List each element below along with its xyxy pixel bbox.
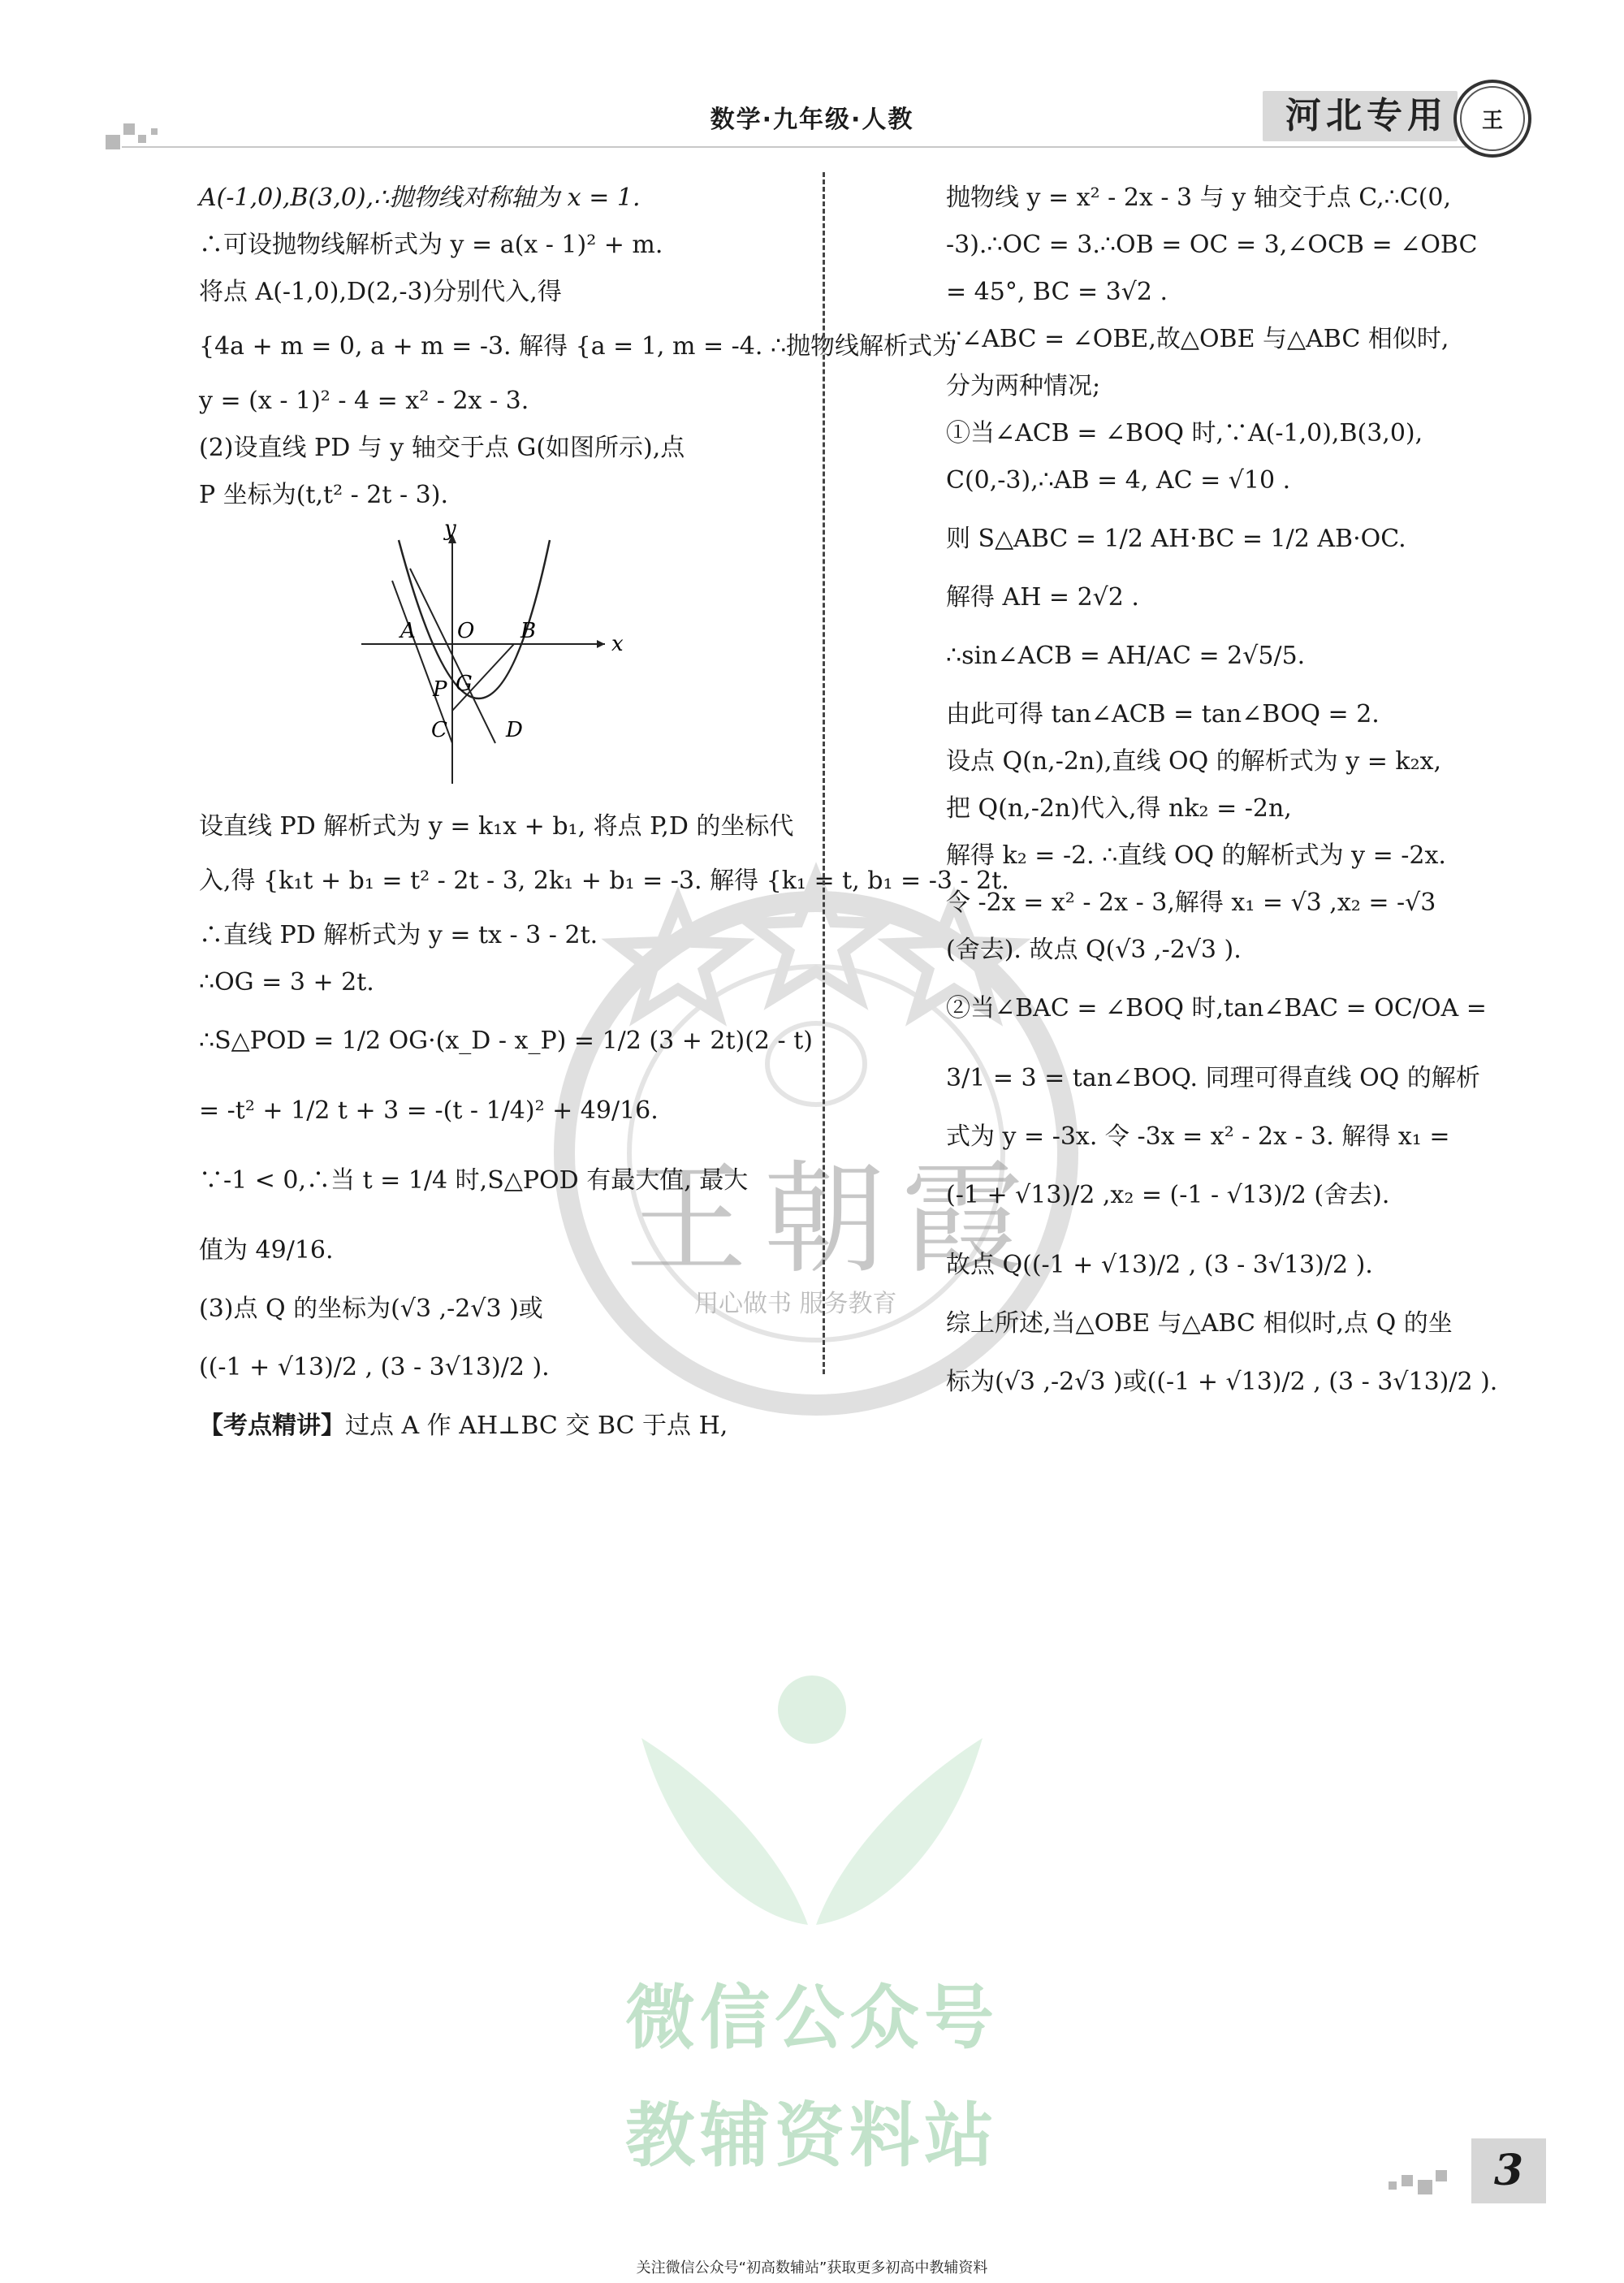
formula-line: ((-1 + √13)/2 , (3 - 3√13)/2 ). [199, 1353, 550, 1381]
text-line: ∴OG = 3 + 2t. [199, 968, 374, 997]
key-point-line [199, 1403, 804, 1450]
page-number: 3 [1471, 2138, 1546, 2203]
text-line: 解得 AH = 2√2 . [946, 583, 1139, 612]
region-tab: 河北专用 [1263, 91, 1458, 141]
text-line: (2)设直线 PD 与 y 轴交于点 G(如图所示),点 [199, 434, 685, 462]
text-line: 分为两种情况; [946, 372, 1101, 400]
formula-line: ∴sin∠ACB = AH/AC = 2√5/5. [946, 642, 1306, 670]
key-point-tag: 【考点精讲】 [199, 1412, 345, 1440]
label-o: O [457, 619, 475, 643]
figure-svg [361, 524, 654, 792]
label-c: C [431, 718, 447, 742]
x-axis-arrow-icon [597, 640, 605, 648]
logo-text: 王 [1460, 86, 1525, 151]
text-line: 综上所述,当△OBE 与△ABC 相似时,点 Q 的坐 [946, 1309, 1453, 1338]
text-line: 式为 y = -3x. 令 -3x = x² - 2x - 3. 解得 x₁ = [946, 1122, 1450, 1151]
label-x: x [611, 632, 624, 656]
parabola-figure [199, 524, 804, 792]
watermark-line-2: 教辅资料站 [625, 2095, 999, 2177]
text-line: -3).∴OC = 3.∴OB = OC = 3,∠OCB = ∠OBC [946, 231, 1478, 259]
text-line: 令 -2x = x² - 2x - 3,解得 x₁ = √3 ,x₂ = -√3 [946, 889, 1436, 917]
equation-system: 入,得 {k₁t + b₁ = t² - 2t - 3, 2k₁ + b₁ = -3. 解得 {k₁ = t, b₁ = -3 - 2t. [199, 867, 1009, 895]
header-rule [122, 146, 1510, 148]
right-column [946, 175, 1551, 1417]
text-line: ∵∠ABC = ∠OBE,故△OBE 与△ABC 相似时, [946, 325, 1449, 353]
label-b: B [520, 619, 537, 643]
label-g: G [456, 672, 473, 696]
formula-line: = -t² + 1/2 t + 3 = -(t - 1/4)² + 49/16. [199, 1096, 659, 1125]
formula-line: ∴S△POD = 1/2 OG·(x_D - x_P) = 1/2 (3 + 2t)(2 - t) [199, 1027, 813, 1055]
text-line: 把 Q(n,-2n)代入,得 nk₂ = -2n, [946, 794, 1292, 823]
formula-line: 故点 Q((-1 + √13)/2 , (3 - 3√13)/2 ). [946, 1251, 1373, 1279]
text-line: (3)点 Q 的坐标为(√3 ,-2√3 )或 [199, 1295, 543, 1323]
label-d: D [506, 718, 523, 742]
text-line: = 45°, BC = 3√2 . [946, 278, 1168, 306]
label-p: P [433, 677, 447, 702]
formula-line: (-1 + √13)/2 ,x₂ = (-1 - √13)/2 (舍去). [946, 1181, 1390, 1209]
page-header-title: 数学·九年级·人教 [710, 106, 914, 134]
watermark-line-1: 微信公众号 [625, 1978, 999, 2059]
formula-line: ②当∠BAC = ∠BOQ 时,tan∠BAC = OC/OA = [946, 994, 1487, 1023]
text-line: 由此可得 tan∠ACB = tan∠BOQ = 2. [946, 700, 1380, 729]
text-line: (舍去). 故点 Q(√3 ,-2√3 ). [946, 936, 1242, 964]
text-line: ∴可设抛物线解析式为 y = a(x - 1)² + m. [199, 231, 663, 259]
formula-line: 标为(√3 ,-2√3 )或((-1 + √13)/2 , (3 - 3√13)/2 ). [946, 1368, 1498, 1396]
text-line: ①当∠ACB = ∠BOQ 时,∵A(-1,0),B(3,0), [946, 419, 1423, 448]
footer-note: 关注微信公众号“初高数辅站”获取更多初高中教辅资料 [636, 2259, 988, 2277]
publisher-logo [1453, 80, 1531, 158]
text-line: 解得 k₂ = -2. ∴直线 OQ 的解析式为 y = -2x. [946, 841, 1446, 870]
text-line: C(0,-3),∴AB = 4, AC = √10 . [946, 466, 1291, 495]
text-line: y = (x - 1)² - 4 = x² - 2x - 3. [199, 387, 529, 415]
key-point-text: 过点 A 作 AH⊥BC 交 BC 于点 H, [345, 1412, 728, 1440]
column-divider [823, 172, 825, 1374]
text-line: 设直线 PD 解析式为 y = k₁x + b₁, 将点 P,D 的坐标代 [199, 812, 794, 841]
text-line: A(-1,0),B(3,0),∴抛物线对称轴为 x = 1. [199, 184, 641, 212]
formula-line: 3/1 = 3 = tan∠BOQ. 同理可得直线 OQ 的解析 [946, 1064, 1480, 1092]
formula-line: 则 S△ABC = 1/2 AH·BC = 1/2 AB·OC. [946, 525, 1406, 553]
seal-watermark-name: 王朝霞 [625, 1149, 1040, 1291]
text-line: ∴直线 PD 解析式为 y = tx - 3 - 2t. [199, 921, 598, 949]
text-line: 设点 Q(n,-2n),直线 OQ 的解析式为 y = k₂x, [946, 747, 1442, 776]
label-a: A [400, 619, 416, 643]
leaf-watermark-icon [625, 1673, 999, 1933]
text-line: P 坐标为(t,t² - 2t - 3). [199, 481, 448, 509]
text-line: 将点 A(-1,0),D(2,-3)分别代入,得 [199, 278, 562, 306]
seal-watermark-slogan: 用心做书 服务教育 [694, 1290, 897, 1318]
formula-line: 值为 49/16. [199, 1236, 334, 1265]
formula-line: ∵-1 < 0,∴当 t = 1/4 时,S△POD 有最大值, 最大 [199, 1166, 749, 1195]
label-y: y [444, 524, 456, 541]
equation-system: {4a + m = 0, a + m = -3. 解得 {a = 1, m = -4. ∴抛物线解析式为 [199, 332, 957, 361]
footer-decoration [1389, 2170, 1453, 2194]
text-line: 抛物线 y = x² - 2x - 3 与 y 轴交于点 C,∴C(0, [946, 184, 1452, 212]
